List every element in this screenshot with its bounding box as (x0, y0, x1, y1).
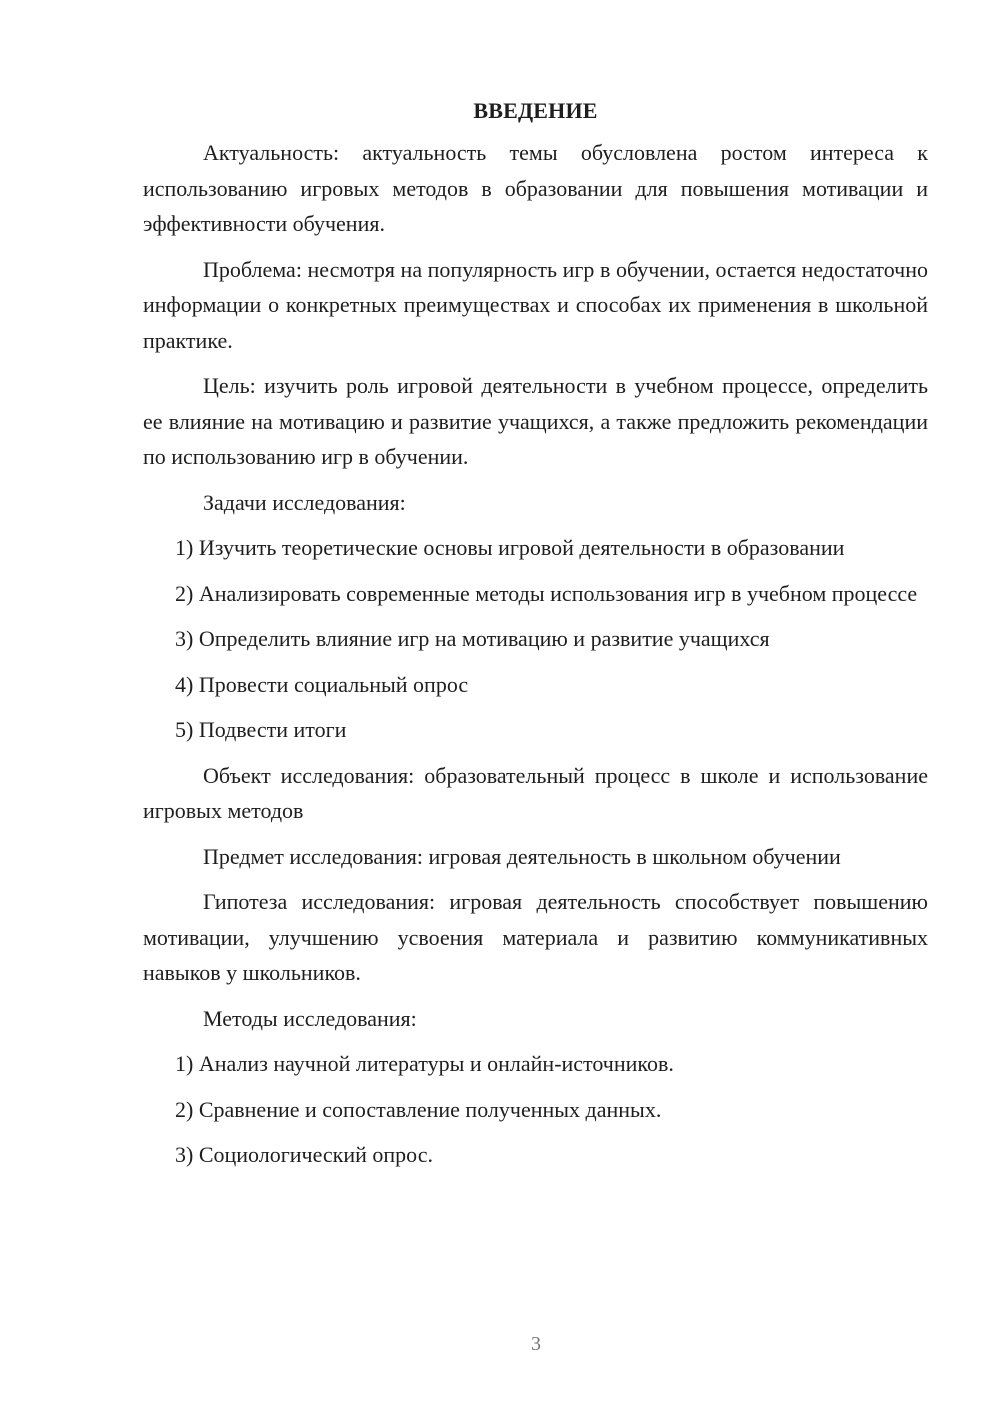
list-item-task-5: 5) Подвести итоги (175, 717, 347, 742)
paragraph-object: Объект исследования: образовательный процесс в школе и использование игровых методов (143, 762, 928, 823)
list-item-method-3: 3) Социологический опрос. (175, 1142, 433, 1167)
paragraph-tasks-heading: Задачи исследования: (203, 489, 406, 515)
list-item-task-4: 4) Провести социальный опрос (175, 671, 469, 697)
list-item-task-1: 1) Изучить теоретические основы игровой деятельности в образовании (175, 535, 845, 560)
paragraph-goal: Цель: изучить роль игровой деятельности в учебном процессе, определить ее влияние на мотивацию и развитие учащихся, а также предложить рекомендации по использованию игр в обучении. (143, 373, 928, 469)
list-item-task-3: 3) Определить влияние игр на мотивацию и развитие учащихся (175, 626, 770, 651)
document-body (143, 93, 928, 1183)
list-item-task-2: 2) Анализировать современные методы использования игр в учебном процессе (175, 580, 918, 606)
paragraph-hypothesis: Гипотеза исследования: игровая деятельность способствует повышению мотивации, улучшению усвоения материала и развитию коммуникативных навыков у школьников. (143, 889, 928, 985)
paragraph-methods-heading: Методы исследования: (203, 1005, 417, 1031)
list-item-method-2: 2) Сравнение и сопоставление полученных данных. (175, 1096, 662, 1122)
paragraph-problem: Проблема: несмотря на популярность игр в обучении, остается недостаточно информации о конкретных преимуществах и способах их применения в школьной практике. (143, 256, 928, 353)
page-number: 3 (531, 1333, 541, 1355)
list-item-method-1: 1) Анализ научной литературы и онлайн-источников. (175, 1051, 674, 1076)
paragraph-subject: Предмет исследования: игровая деятельность в школьном обучении (203, 843, 841, 869)
section-heading: ВВЕДЕНИЕ (473, 98, 598, 123)
paragraph-relevance: Актуальность: актуальность темы обусловлена ростом интереса к использованию игровых методов в образовании для повышения мотивации и эффективности обучения. (143, 140, 928, 236)
